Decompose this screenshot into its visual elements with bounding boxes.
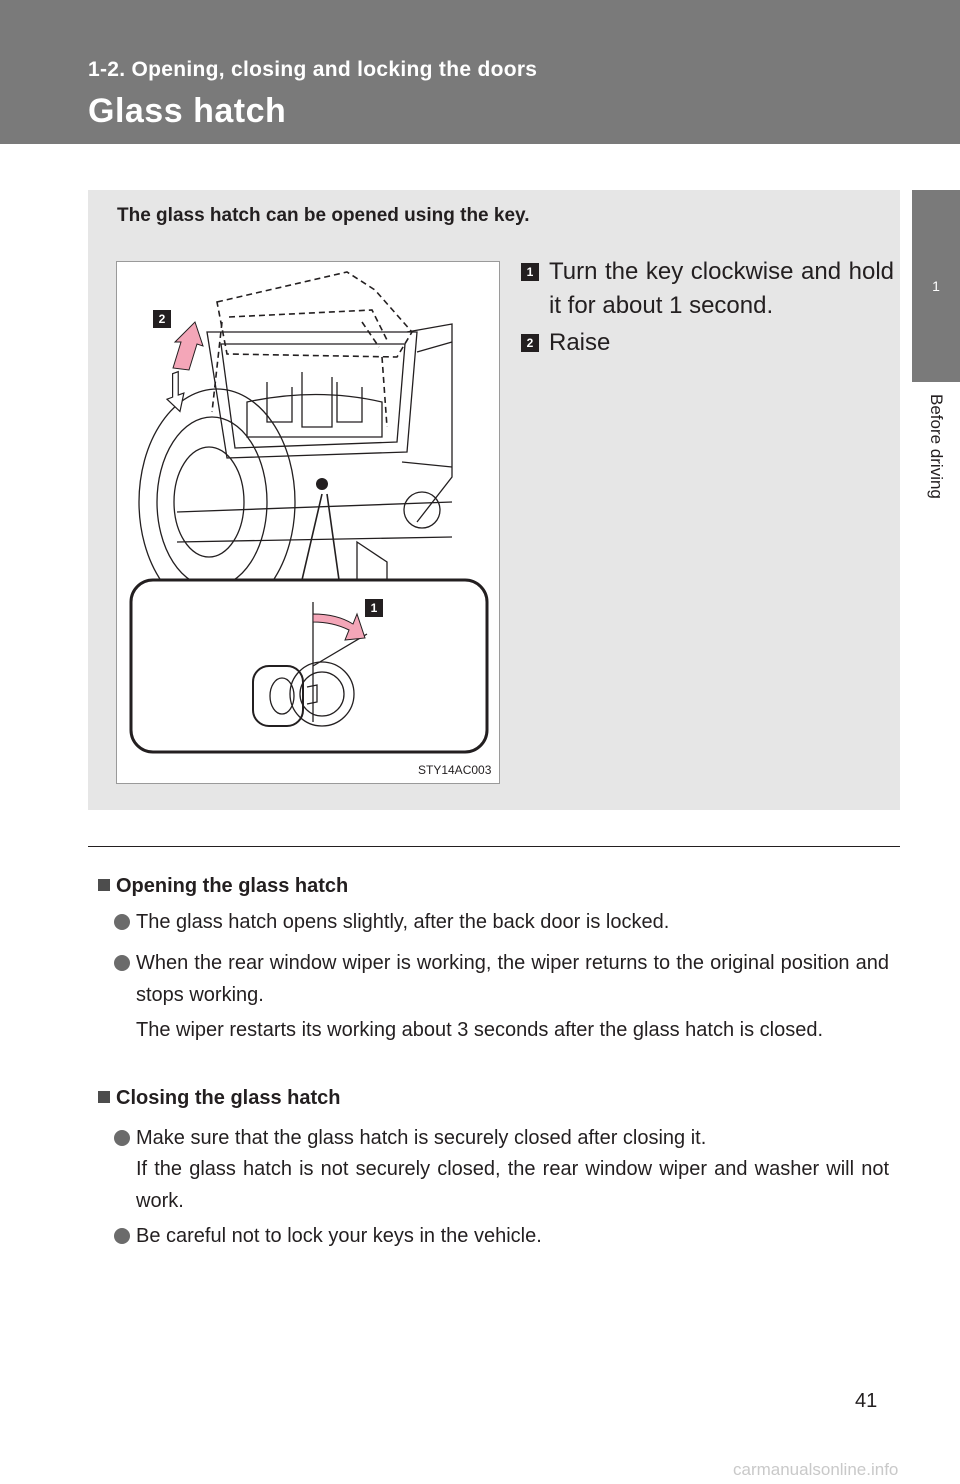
- closing-continuation: If the glass hatch is not securely closed, the rear window wiper and washer will not work.: [136, 1158, 889, 1212]
- glass-hatch-illustration: [116, 261, 500, 784]
- opening-bullet-2: When the rear window wiper is working, the wiper returns to the original position and stops working.: [114, 947, 889, 1011]
- figure-code: STY14AC003: [418, 763, 492, 777]
- step-2-number: 2: [521, 334, 539, 352]
- page-number: 41: [855, 1390, 878, 1412]
- square-bullet-icon: [98, 1091, 110, 1103]
- chapter-tab-label: Before driving: [927, 394, 946, 499]
- section-title: 1-2. Opening, closing and locking the doors: [88, 58, 538, 81]
- round-bullet-icon: [114, 1228, 130, 1244]
- step-1-text: Turn the key clockwise and hold it for about 1 second.: [549, 258, 894, 319]
- figure-callout-1: 1: [365, 599, 383, 617]
- page-title: Glass hatch: [88, 92, 287, 130]
- opening-bullet-1: The glass hatch opens slightly, after the back door is locked.: [114, 906, 889, 938]
- heading-opening: Opening the glass hatch: [98, 875, 348, 898]
- watermark: carmanualsonline.info: [733, 1460, 899, 1479]
- page-header: [0, 0, 960, 144]
- closing-bullet-2: Be careful not to lock your keys in the vehicle.: [114, 1220, 889, 1252]
- figure-callout-2: 2: [153, 310, 171, 328]
- opening-continuation: The wiper restarts its working about 3 seconds after the glass hatch is closed.: [136, 1019, 824, 1041]
- round-bullet-icon: [114, 955, 130, 971]
- step-1-number: 1: [521, 263, 539, 281]
- step-2-text: Raise: [549, 329, 611, 356]
- divider-rule: [88, 846, 900, 847]
- heading-closing: Closing the glass hatch: [98, 1087, 340, 1110]
- round-bullet-icon: [114, 914, 130, 930]
- round-bullet-icon: [114, 1130, 130, 1146]
- illustration-svg: [117, 262, 499, 783]
- closing-bullet-1: Make sure that the glass hatch is securely closed after closing it.: [114, 1122, 889, 1154]
- chapter-tab-number[interactable]: 1: [912, 190, 960, 382]
- panel-intro: The glass hatch can be opened using the key.: [117, 205, 530, 226]
- square-bullet-icon: [98, 879, 110, 891]
